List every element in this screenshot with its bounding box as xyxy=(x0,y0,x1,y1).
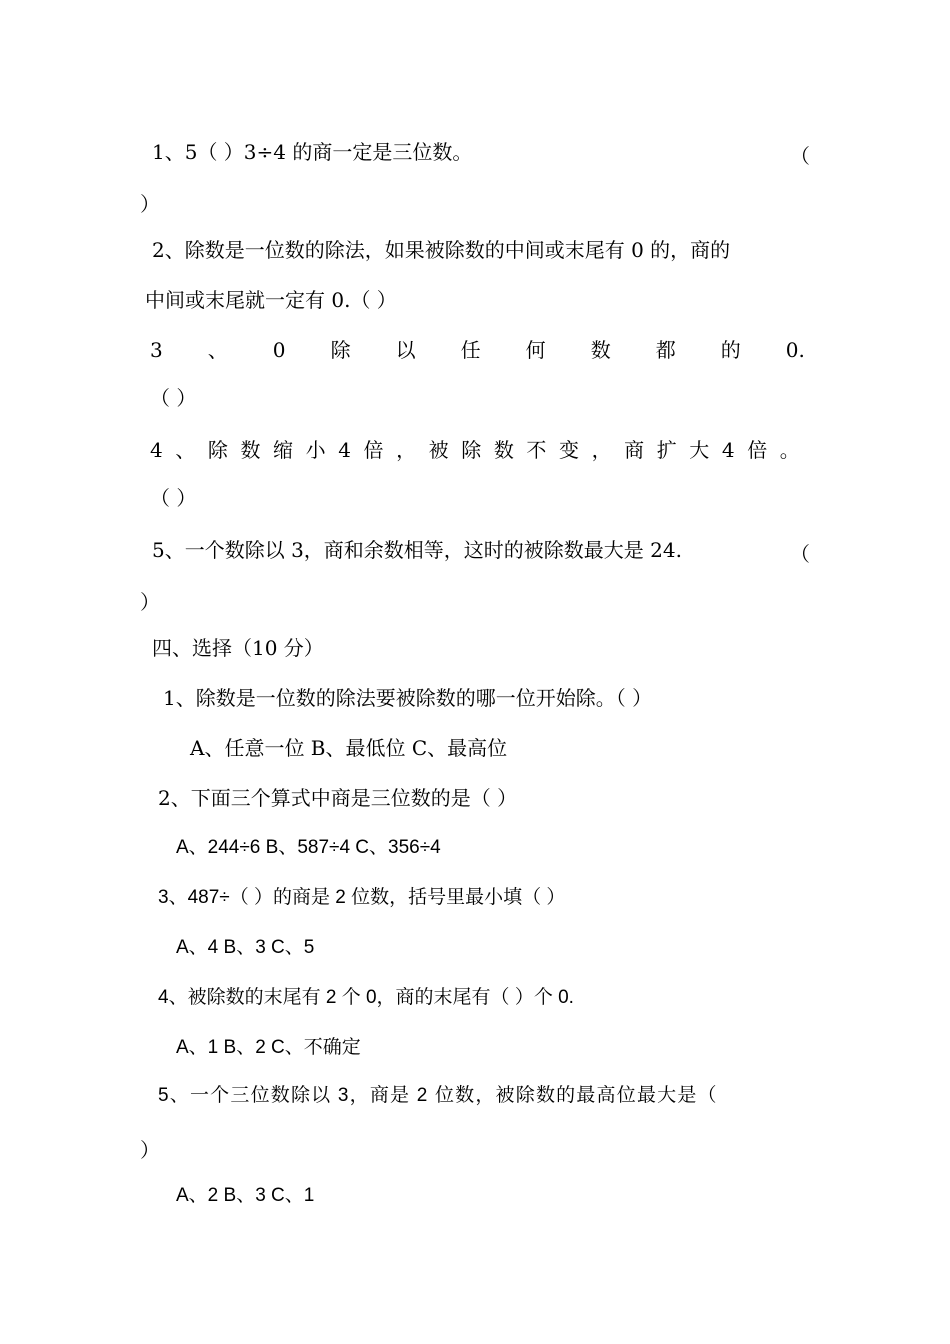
judgement-q5-paren-open: （ xyxy=(790,542,810,566)
q4-part: 被 xyxy=(428,438,449,462)
choice-q1-options: A、任意一位 B、最低位 C、最高位 xyxy=(190,736,508,760)
section-title: 四、选择（10 分） xyxy=(152,636,324,660)
judgement-q3-paren: （ ） xyxy=(150,386,197,410)
q4-part: 除 xyxy=(207,438,228,462)
choice-q4-options: A、1 B、2 C、不确定 xyxy=(176,1037,361,1058)
judgement-q1-paren-close: ） xyxy=(140,192,160,216)
choice-q4-text: 4、被除数的末尾有 2 个 0，商的末尾有（ ）个 0. xyxy=(158,987,574,1008)
judgement-q1-paren-open: （ xyxy=(790,144,810,168)
q4-part: 缩 xyxy=(273,438,294,462)
q3-part: 0 xyxy=(272,338,286,362)
q3-part: 3 xyxy=(150,338,163,362)
choice-q3-options: A、4 B、3 C、5 xyxy=(176,937,315,958)
q4-part: 变 xyxy=(558,438,579,462)
judgement-q2-line1: 2、除数是一位数的除法，如果被除数的中间或末尾有 0 的，商的 xyxy=(152,238,731,262)
choice-q5-options: A、2 B、3 C、1 xyxy=(176,1185,315,1206)
q4-part: 数 xyxy=(493,438,514,462)
q3-part: 任 xyxy=(460,338,481,362)
q4-part: 商 xyxy=(624,438,645,462)
q3-part: 除 xyxy=(330,338,351,362)
judgement-q4-line xyxy=(150,438,800,462)
q4-part: 除 xyxy=(461,438,482,462)
q4-part: 倍 xyxy=(363,438,384,462)
judgement-q1-text: 1、5（ ）3÷4 的商一定是三位数。 xyxy=(152,140,473,164)
judgement-q2-line2: 中间或末尾就一定有 0.（ ） xyxy=(145,288,397,312)
q4-part: 不 xyxy=(526,438,547,462)
judgement-q4-paren: （ ） xyxy=(150,486,197,510)
choice-q5-close: ） xyxy=(140,1138,160,1162)
q4-part: 、 xyxy=(175,438,196,462)
q4-part: 数 xyxy=(240,438,261,462)
q4-part: 扩 xyxy=(656,438,677,462)
choice-q1-text: 1、除数是一位数的除法要被除数的哪一位开始除。（ ） xyxy=(163,686,653,710)
choice-q2-text: 2、下面三个算式中商是三位数的是（ ） xyxy=(158,786,518,810)
q4-part: 4 xyxy=(721,438,735,462)
q4-part: 4 xyxy=(338,438,351,462)
choice-q2-options: A、244÷6 B、587÷4 C、356÷4 xyxy=(176,837,441,858)
q3-part: 的 xyxy=(720,338,741,362)
q4-part: 4 xyxy=(150,438,163,462)
q4-part: 大 xyxy=(689,438,710,462)
q4-part: 小 xyxy=(305,438,326,462)
q3-part: 何 xyxy=(525,338,546,362)
q4-part: ， xyxy=(396,438,417,462)
q3-part: 数 xyxy=(590,338,611,362)
q3-part: 以 xyxy=(395,338,416,362)
choice-q5-text: 5、一个三位数除以 3，商是 2 位数，被除数的最高位最大是（ xyxy=(158,1085,718,1106)
judgement-q3-line xyxy=(150,338,805,362)
q3-part: 0. xyxy=(785,338,805,362)
q4-part: 倍 xyxy=(747,438,768,462)
q4-part: ， xyxy=(591,438,612,462)
q3-part: 都 xyxy=(655,338,676,362)
judgement-q5-text: 5、一个数除以 3，商和余数相等，这时的被除数最大是 24. xyxy=(152,538,682,562)
choice-q3-text: 3、487÷（ ）的商是 2 位数，括号里最小填（ ） xyxy=(158,887,566,908)
q3-part: 、 xyxy=(207,338,228,362)
q4-part: 。 xyxy=(779,438,800,462)
judgement-q5-paren-close: ） xyxy=(140,590,160,614)
